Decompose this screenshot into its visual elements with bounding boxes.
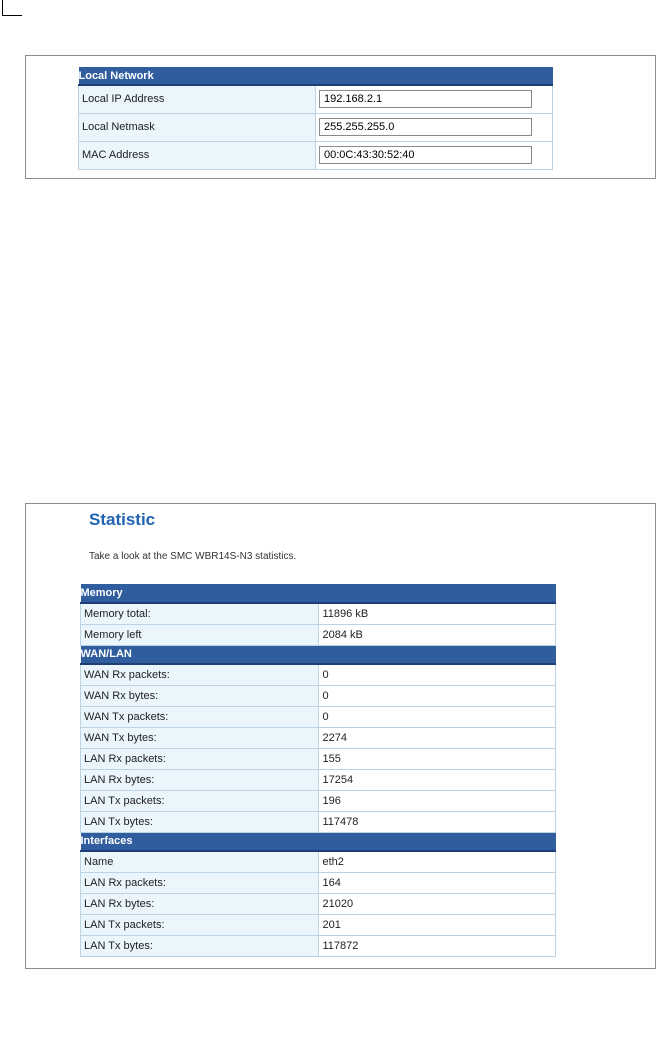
row-label: WAN Tx bytes:: [81, 727, 319, 748]
row-value: 117478: [318, 811, 556, 832]
local-network-panel: [25, 55, 656, 179]
section-title: Memory: [81, 584, 556, 603]
row-value: 2274: [318, 727, 556, 748]
section-header-interfaces: [81, 832, 556, 851]
row-label: LAN Rx bytes:: [81, 769, 319, 790]
row-label: LAN Rx packets:: [81, 748, 319, 769]
section-title: Interfaces: [81, 832, 556, 851]
table-row: [81, 935, 556, 956]
row-label: WAN Rx packets:: [81, 664, 319, 685]
row-label: LAN Tx bytes:: [81, 935, 319, 956]
row-value: 0: [318, 706, 556, 727]
table-row: [81, 727, 556, 748]
row-value: eth2: [318, 851, 556, 872]
row-label: LAN Tx packets:: [81, 914, 319, 935]
table-row: [81, 914, 556, 935]
local-netmask-label: Local Netmask: [79, 113, 316, 141]
local-ip-label: Local IP Address: [79, 85, 316, 113]
row-value: 117872: [318, 935, 556, 956]
section-header-memory: [81, 584, 556, 603]
table-row: [81, 685, 556, 706]
section-title: Local Network: [79, 67, 553, 85]
section-header-wan-lan: [81, 645, 556, 664]
row-label: WAN Rx bytes:: [81, 685, 319, 706]
row-value: 164: [318, 872, 556, 893]
table-row: [81, 664, 556, 685]
row-value: 17254: [318, 769, 556, 790]
table-row: [81, 624, 556, 645]
table-row: [81, 790, 556, 811]
row-label: LAN Rx bytes:: [81, 893, 319, 914]
crop-mark-vertical: [2, 0, 3, 16]
section-header-local-network: [79, 67, 553, 85]
row-label: Memory total:: [81, 603, 319, 624]
local-network-table: [78, 67, 553, 170]
section-title: WAN/LAN: [81, 645, 556, 664]
row-label: LAN Tx bytes:: [81, 811, 319, 832]
row-value: 155: [318, 748, 556, 769]
mac-address-input[interactable]: [319, 146, 532, 164]
row-label: LAN Rx packets:: [81, 872, 319, 893]
table-row: [81, 706, 556, 727]
page-title: Statistic: [89, 510, 156, 529]
row-label: WAN Tx packets:: [81, 706, 319, 727]
row-value: 11896 kB: [318, 603, 556, 624]
table-row-mac-address: [79, 141, 553, 169]
statistics-table: [80, 584, 556, 957]
table-row: [81, 893, 556, 914]
row-value: 201: [318, 914, 556, 935]
row-value: 21020: [318, 893, 556, 914]
local-netmask-input[interactable]: [319, 118, 532, 136]
row-label: Memory left: [81, 624, 319, 645]
row-label: Name: [81, 851, 319, 872]
row-value: 0: [318, 685, 556, 706]
statistic-panel: [25, 503, 656, 969]
table-row: [81, 769, 556, 790]
table-row: [81, 851, 556, 872]
table-row-local-netmask: [79, 113, 553, 141]
row-value: 2084 kB: [318, 624, 556, 645]
row-value: 0: [318, 664, 556, 685]
mac-address-label: MAC Address: [79, 141, 316, 169]
table-row-local-ip: [79, 85, 553, 113]
row-value: 196: [318, 790, 556, 811]
local-ip-input[interactable]: [319, 90, 532, 108]
table-row: [81, 872, 556, 893]
table-row: [81, 748, 556, 769]
table-row: [81, 811, 556, 832]
page-description: Take a look at the SMC WBR14S-N3 statistics.: [89, 551, 297, 562]
table-row: [81, 603, 556, 624]
row-label: LAN Tx packets:: [81, 790, 319, 811]
crop-mark-horizontal: [2, 15, 22, 16]
